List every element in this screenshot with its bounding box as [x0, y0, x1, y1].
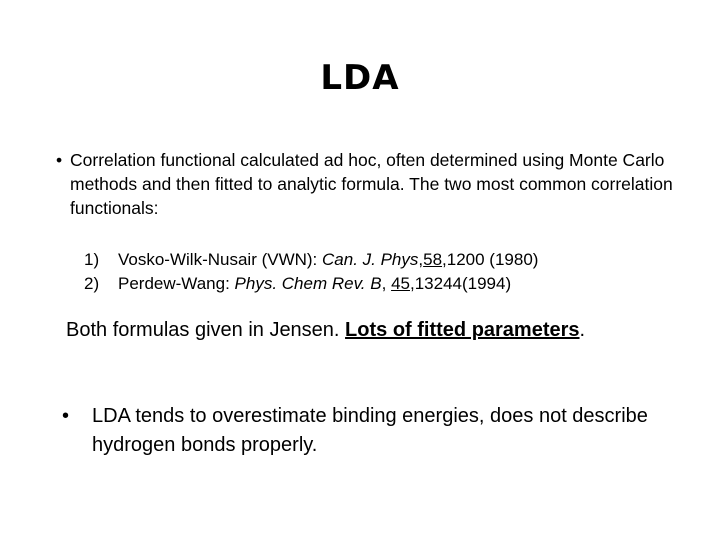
reference-item-vwn	[84, 248, 684, 272]
reference-separator: ,	[381, 274, 392, 293]
bullet-text: LDA tends to overestimate binding energies, does not describe hydrogen bonds properly.	[92, 405, 648, 456]
reference-pages-year: ,1200 (1980)	[442, 250, 539, 269]
reference-authors: Vosko-Wilk-Nusair (VWN):	[118, 250, 323, 269]
bullet-marker: •	[62, 405, 70, 427]
jensen-note	[66, 316, 706, 344]
bullet-lda-limitations	[62, 402, 682, 460]
reference-body	[118, 272, 511, 296]
reference-pages-year: ,13244(1994)	[409, 274, 512, 293]
reference-authors: Perdew-Wang:	[118, 274, 235, 293]
reference-journal: Phys. Chem Rev. B	[234, 274, 382, 293]
reference-number: 1)	[84, 250, 100, 269]
reference-list	[84, 248, 684, 296]
note-tail: .	[579, 319, 586, 341]
reference-separator: ,	[418, 250, 424, 269]
reference-volume: 45	[391, 274, 410, 293]
bullet-marker: •	[56, 150, 63, 170]
slide-title: LDA	[320, 58, 400, 98]
reference-item-pw	[84, 272, 684, 296]
reference-volume: 58	[423, 250, 443, 269]
note-lead: Both formulas given in Jensen.	[66, 319, 346, 341]
reference-number: 2)	[84, 274, 100, 293]
note-emphasis: Lots of fitted parameters	[345, 319, 580, 341]
reference-body	[118, 248, 538, 272]
bullet-text: Correlation functional calculated ad hoc, often determined using Monte Carlo methods and then fitted to analytic formula. The two most common correlation functionals:	[70, 150, 673, 218]
bullet-correlation-functional	[56, 148, 676, 220]
reference-journal: Can. J. Phys	[322, 250, 419, 269]
